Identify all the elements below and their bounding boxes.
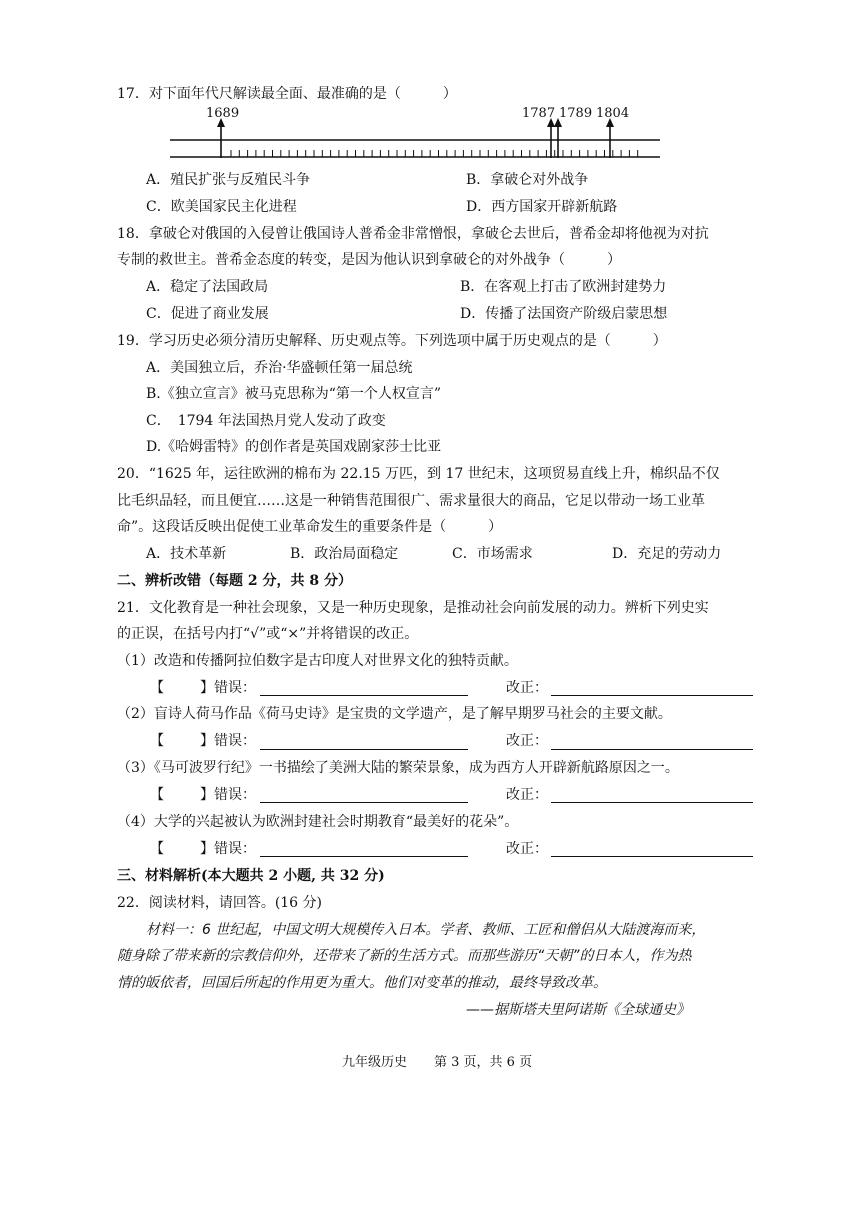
q18-option-d: D．传播了法国资产阶级启蒙思想 (460, 306, 668, 322)
q19-option-d: D.《哈姆雷特》的创作者是英国戏剧家莎士比亚 (146, 439, 442, 455)
q21-stem-line1: 21．文化教育是一种社会现象，又是一种历史现象，是推动社会向前发展的动力。辨析下列史实 (117, 600, 709, 616)
material-one-line3: 情的皈依者，回国后所起的作用更为重大。他们对变革的推动，最终导致改革。 (117, 975, 607, 991)
q18-option-b: B．在客观上打击了欧洲封建势力 (460, 279, 667, 295)
q19-option-c: C． 1794 年法国热月党人发动了政变 (146, 413, 386, 429)
q17-option-b: B．拿破仑对外战争 (466, 172, 589, 188)
bracket-open-2: 【 (150, 733, 164, 749)
q21-item-1: （1）改造和传播阿拉伯数字是古印度人对世界文化的独特贡献。 (117, 653, 518, 669)
q19-stem: 19．学习历史必须分清历史解释、历史观点等。下列选项中属于历史观点的是（ ） (117, 333, 667, 349)
bracket-close-error-label-2: 】错误： (200, 733, 256, 749)
q18-option-a: A．稳定了法国政局 (146, 279, 269, 295)
section2-heading: 二、辨析改错（每题 2 分，共 8 分） (117, 573, 352, 589)
correction-label-4: 改正： (506, 841, 548, 857)
q17-option-d: D．西方国家开辟新航路 (466, 199, 618, 215)
bracket-close-error-label-4: 】错误： (200, 841, 256, 857)
error-answer-line-2[interactable] (260, 748, 468, 750)
footer-page-info: 第 3 页，共 6 页 (434, 1055, 533, 1070)
correction-label-1: 改正： (506, 680, 548, 696)
q17-option-c: C．欧美国家民主化进程 (146, 199, 297, 215)
q20-option-d: D．充足的劳动力 (612, 546, 722, 562)
q20-option-a: A．技术革新 (146, 546, 227, 562)
material-one-line2: 随身除了带来新的宗教信仰外，还带来了新的生活方式。而那些游历“天朝”的日本人，作为热 (117, 948, 692, 964)
q17-option-a: A．殖民扩张与反殖民斗争 (146, 172, 311, 188)
q21-item-4: （4）大学的兴起被认为欧洲封建社会时期教育“最美好的花朵”。 (117, 814, 519, 830)
q21-item-3: （3）《马可波罗行纪》一书描绘了美洲大陆的繁荣景象，成为西方人开辟新航路原因之一。 (117, 760, 679, 776)
q17-stem: 17．对下面年代尺解读最全面、最准确的是（ ） (117, 86, 457, 102)
q21-stem-line2: 的正误，在括号内打“√”或“×”并将错误的改正。 (117, 626, 419, 642)
bracket-close-error-label-1: 】错误： (200, 680, 256, 696)
correction-answer-line-2[interactable] (551, 748, 753, 750)
timeline-label-1789: 1789 (559, 106, 593, 121)
material-one-line1: 材料一：6 世纪起，中国文明大规模传入日本。学者、教师、工匠和僧侣从大陆渡海而来， (146, 922, 706, 938)
correction-answer-line-3[interactable] (551, 801, 753, 803)
timeline-label-1804: 1804 (596, 106, 630, 121)
q18-option-c: C．促进了商业发展 (146, 306, 269, 322)
correction-label-2: 改正： (506, 733, 548, 749)
q19-option-b: B.《独立宣言》被马克思称为“第一个人权宣言” (146, 386, 442, 402)
correction-answer-line-4[interactable] (551, 855, 753, 857)
q20-stem-line2: 比毛织品轻，而且便宜……这是一种销售范围很广、需求量很大的商品，它足以带动一场工业革 (117, 493, 705, 509)
timeline-label-1787: 1787 (522, 106, 556, 121)
q19-option-a: A．美国独立后，乔治·华盛顿任第一届总统 (146, 360, 413, 376)
correction-label-3: 改正： (506, 787, 548, 803)
q21-item-2: （2）盲诗人荷马作品《荷马史诗》是宝贵的文学遗产，是了解早期罗马社会的主要文献。 (117, 706, 672, 722)
bracket-open-1: 【 (150, 680, 164, 696)
bracket-open-4: 【 (150, 841, 164, 857)
footer-subject: 九年级历史 (342, 1055, 408, 1070)
timeline-label-1689: 1689 (206, 106, 240, 121)
section3-heading: 三、材料解析(本大题共 2 小题, 共 32 分) (117, 868, 385, 884)
q20-stem-line1: 20．“1625 年，运往欧洲的棉布为 22.15 万匹，到 17 世纪末，这项贸易直线上升，棉织品不仅 (117, 466, 720, 482)
material-source: ——据斯塔夫里阿诺斯《全球通史》 (466, 1002, 690, 1018)
error-answer-line-4[interactable] (260, 855, 468, 857)
timeline-arrow-1787 (547, 118, 555, 158)
q22-stem: 22．阅读材料，请回答。(16 分) (117, 895, 323, 911)
q18-stem-line1: 18．拿破仑对俄国的入侵曾让俄国诗人普希金非常憎恨，拿破仑去世后，普希金却将他视为对抗 (117, 226, 709, 242)
q20-stem-line3: 命”。这段话反映出促使工业革命发生的重要条件是（ ） (117, 519, 503, 535)
bracket-close-error-label-3: 】错误： (200, 787, 256, 803)
bracket-open-3: 【 (150, 787, 164, 803)
timeline-arrow-1689 (217, 118, 225, 158)
q18-stem-line2: 专制的救世主。普希金态度的转变，是因为他认识到拿破仑的对外战争（ ） (117, 252, 621, 268)
error-answer-line-1[interactable] (260, 694, 468, 696)
q20-option-c: C．市场需求 (452, 546, 533, 562)
correction-answer-line-1[interactable] (551, 694, 753, 696)
error-answer-line-3[interactable] (260, 801, 468, 803)
q20-option-b: B．政治局面稳定 (290, 546, 399, 562)
